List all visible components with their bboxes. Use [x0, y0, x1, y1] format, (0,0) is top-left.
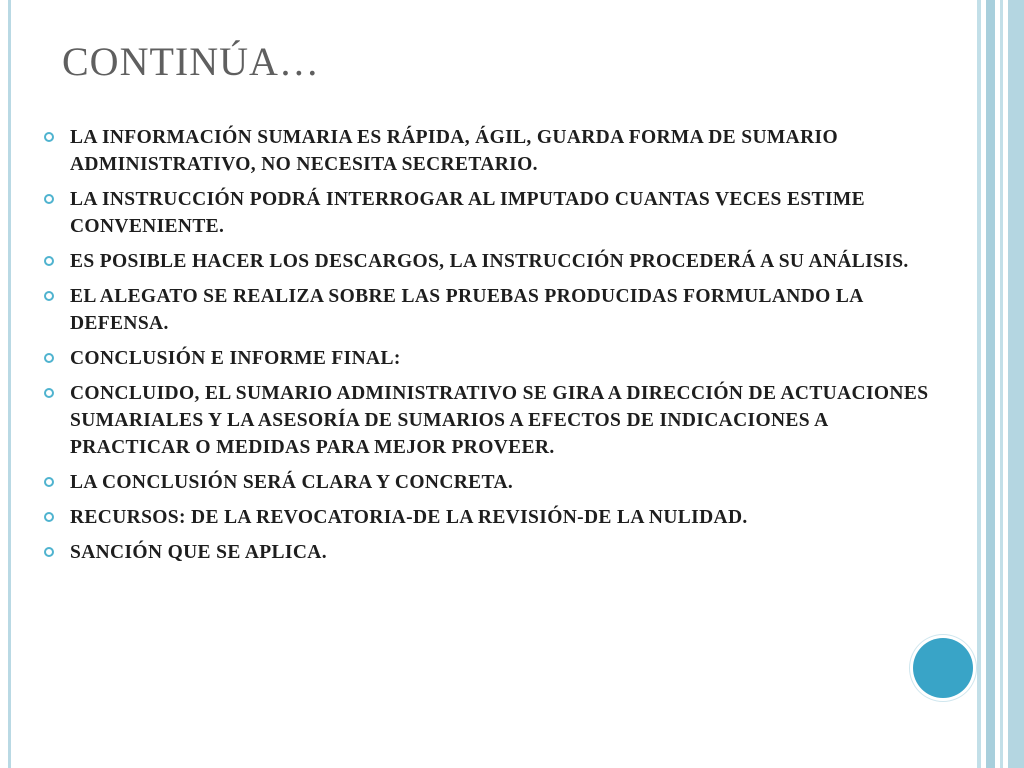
hollow-circle-bullet-icon	[44, 512, 54, 522]
bullet-text: EL ALEGATO SE REALIZA SOBRE LAS PRUEBAS PRODUCIDAS FORMULANDO LA DEFENSA.	[70, 286, 863, 334]
bullet-list	[40, 124, 930, 574]
bullet-item	[40, 186, 930, 240]
right-decor-bar-4	[1008, 0, 1024, 768]
slide-title: CONTINÚA…	[62, 39, 320, 84]
hollow-circle-bullet-icon	[44, 388, 54, 398]
bullet-item	[40, 248, 930, 275]
bullet-text: RECURSOS: DE LA REVOCATORIA-DE LA REVISIÓN-DE LA NULIDAD.	[70, 507, 748, 528]
bullet-text: SANCIÓN QUE SE APLICA.	[70, 542, 327, 563]
hollow-circle-bullet-icon	[44, 256, 54, 266]
bullet-text: LA CONCLUSIÓN SERÁ CLARA Y CONCRETA.	[70, 472, 514, 493]
bullet-text: LA INFORMACIÓN SUMARIA ES RÁPIDA, ÁGIL, GUARDA FORMA DE SUMARIO ADMINISTRATIVO, NO NECESITA SECRETARIO.	[70, 127, 838, 175]
bullet-text: ES POSIBLE HACER LOS DESCARGOS, LA INSTRUCCIÓN PROCEDERÁ A SU ANÁLISIS.	[70, 251, 909, 272]
bullet-item	[40, 539, 930, 566]
bullet-item	[40, 345, 930, 372]
right-decor-bar-1	[977, 0, 981, 768]
hollow-circle-bullet-icon	[44, 477, 54, 487]
bullet-item	[40, 469, 930, 496]
right-decor-bar-3	[1000, 0, 1003, 768]
bullet-item	[40, 283, 930, 337]
hollow-circle-bullet-icon	[44, 194, 54, 204]
left-border-line	[8, 0, 11, 768]
hollow-circle-bullet-icon	[44, 353, 54, 363]
hollow-circle-bullet-icon	[44, 291, 54, 301]
bullet-text: CONCLUSIÓN E INFORME FINAL:	[70, 348, 401, 369]
right-decor-bar-2	[986, 0, 995, 768]
bullet-text: LA INSTRUCCIÓN PODRÁ INTERROGAR AL IMPUTADO CUANTAS VECES ESTIME CONVENIENTE.	[70, 189, 865, 237]
hollow-circle-bullet-icon	[44, 547, 54, 557]
bullet-item	[40, 380, 930, 461]
bullet-text: CONCLUIDO, EL SUMARIO ADMINISTRATIVO SE GIRA A DIRECCIÓN DE ACTUACIONES SUMARIALES Y LA ASESORÍA DE SUMARIOS A EFECTOS DE INDICACIONES A PRACTICAR O MEDIDAS PARA MEJOR PROVEER.	[70, 383, 929, 458]
teal-circle-decoration	[913, 638, 973, 698]
bullet-item	[40, 124, 930, 178]
bullet-item	[40, 504, 930, 531]
hollow-circle-bullet-icon	[44, 132, 54, 142]
